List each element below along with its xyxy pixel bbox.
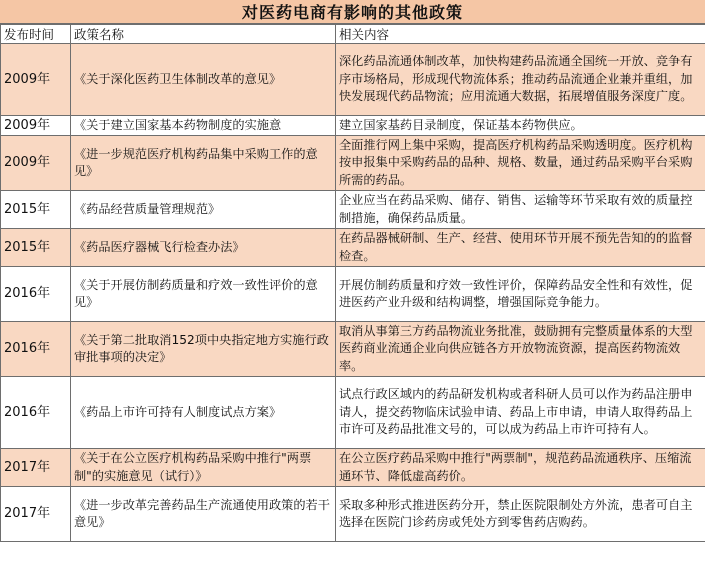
year-cell: 2009年: [1, 44, 71, 116]
policy-name-cell: 《进一步规范医疗机构药品集中采购工作的意见》: [71, 136, 336, 191]
year-cell: 2009年: [1, 116, 71, 136]
policy-table: [0, 24, 705, 542]
content-cell: 全面推行网上集中采购，提高医疗机构药品采购透明度。医疗机构按申报集中采购药品的品种、规格、数量，通过药品采购平台采购所需的药品。: [336, 136, 705, 191]
content-cell: 深化药品流通体制改革，加快构建药品流通全国统一开放、竞争有序市场格局，形成现代物流体系；推动药品流通企业兼并重组，加快发展现代药品物流；应用流通大数据，拓展增值服务深度广度。: [336, 44, 705, 116]
table-row: [1, 449, 705, 487]
year-cell: 2009年: [1, 136, 71, 191]
content-cell: 试点行政区域内的药品研发机构或者科研人员可以作为药品注册申请人，提交药物临床试验申请、药品上市申请，申请人取得药品上市许可及药品批准文号的，可以成为药品上市许可持有人。: [336, 377, 705, 449]
year-cell: 2016年: [1, 267, 71, 322]
table-row: [1, 229, 705, 267]
policy-name-cell: 《关于深化医药卫生体制改革的意见》: [71, 44, 336, 116]
year-cell: 2015年: [1, 229, 71, 267]
year-cell: 2016年: [1, 322, 71, 377]
sheet-title: 对医药电商有影响的其他政策: [0, 0, 705, 24]
header-policy-name: 政策名称: [71, 25, 336, 44]
table-row: [1, 136, 705, 191]
policy-name-cell: 《关于第二批取消152项中央指定地方实施行政审批事项的决定》: [71, 322, 336, 377]
content-cell: 企业应当在药品采购、储存、销售、运输等环节采取有效的质量控制措施，确保药品质量。: [336, 191, 705, 229]
table-row: [1, 44, 705, 116]
content-cell: 取消从事第三方药品物流业务批准，鼓励拥有完整质量体系的大型医药商业流通企业向供应链各方开放物流资源，提高医药物流效率。: [336, 322, 705, 377]
year-cell: 2017年: [1, 449, 71, 487]
content-cell: 在药品器械研制、生产、经营、使用环节开展不预先告知的的监督检查。: [336, 229, 705, 267]
policy-name-cell: 《关于在公立医疗机构药品采购中推行"两票制"的实施意见（试行）》: [71, 449, 336, 487]
table-row: [1, 377, 705, 449]
header-year: 发布时间: [1, 25, 71, 44]
content-cell: 建立国家基药目录制度，保证基本药物供应。: [336, 116, 705, 136]
content-cell: 开展仿制药质量和疗效一致性评价，保障药品安全性和有效性，促进医药产业升级和结构调整，增强国际竞争能力。: [336, 267, 705, 322]
policy-name-cell: 《关于建立国家基本药物制度的实施意: [71, 116, 336, 136]
policy-name-cell: 《药品医疗器械飞行检查办法》: [71, 229, 336, 267]
table-row: [1, 487, 705, 542]
content-cell: 在公立医疗药品采购中推行"两票制"，规范药品流通秩序、压缩流通环节、降低虚高药价。: [336, 449, 705, 487]
year-cell: 2015年: [1, 191, 71, 229]
table-row: [1, 267, 705, 322]
table-row: [1, 191, 705, 229]
table-row: [1, 116, 705, 136]
policy-name-cell: 《药品上市许可持有人制度试点方案》: [71, 377, 336, 449]
table-row: [1, 322, 705, 377]
policy-name-cell: 《进一步改革完善药品生产流通使用政策的若干意见》: [71, 487, 336, 542]
header-content: 相关内容: [336, 25, 705, 44]
content-cell: 采取多种形式推进医药分开，禁止医院限制处方外流，患者可自主选择在医院门诊药房或凭处方到零售药店购药。: [336, 487, 705, 542]
header-row: [1, 25, 705, 44]
policy-name-cell: 《药品经营质量管理规范》: [71, 191, 336, 229]
year-cell: 2017年: [1, 487, 71, 542]
year-cell: 2016年: [1, 377, 71, 449]
policy-name-cell: 《关于开展仿制药质量和疗效一致性评价的意见》: [71, 267, 336, 322]
